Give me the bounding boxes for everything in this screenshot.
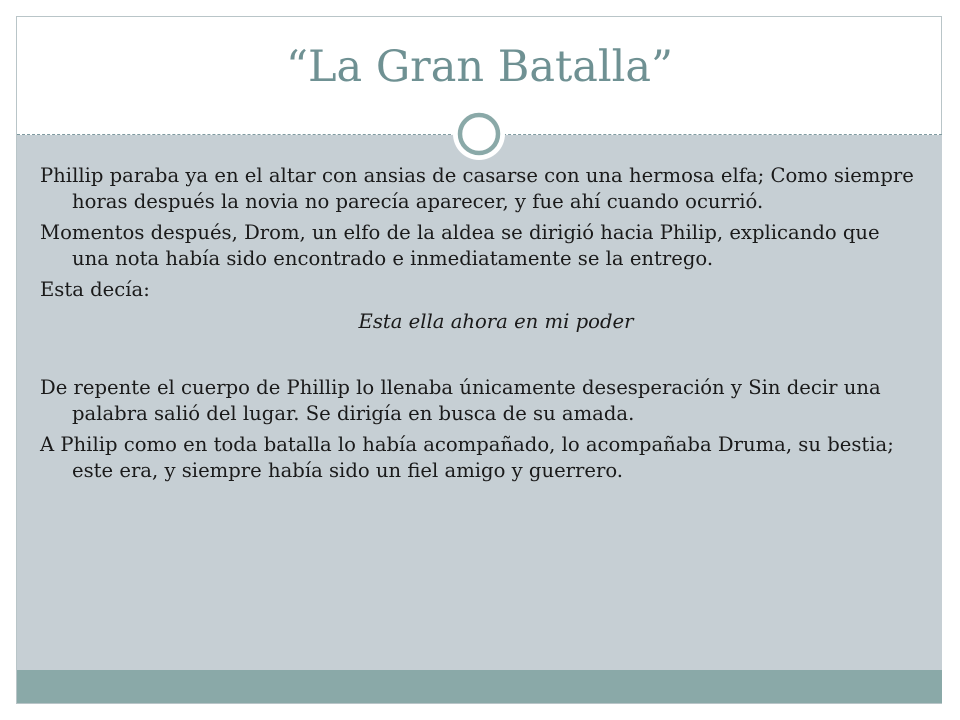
paragraph-5: A Philip como en toda batalla lo había acompañado, lo acompañaba Druma, su bestia; este era, y siempre había sido un fiel amigo y guerrero. [40,433,894,482]
paragraph-3: Esta decía: [40,278,150,301]
paragraph-2: Momentos después, Drom, un elfo de la aldea se dirigió hacia Philip, explicando que una nota había sido encontrado e inmediatamente se la entrego. [40,221,880,270]
slide-title: “La Gran Batalla” [285,42,674,92]
slide-body [40,163,920,489]
paragraph-1: Phillip paraba ya en el altar con ansias de casarse con una hermosa elfa; Como siempre horas después la novia no parecía aparecer, y fue ahí cuando ocurrió. [40,164,914,213]
paragraph-4: De repente el cuerpo de Phillip lo llenaba únicamente desesperación y Sin decir una palabra salió del lugar. Se dirigía en busca de su amada. [40,376,881,425]
circle-ornament-icon [451,106,507,162]
footer-band [17,670,942,703]
note-quote: Esta ella ahora en mi poder [358,309,634,333]
